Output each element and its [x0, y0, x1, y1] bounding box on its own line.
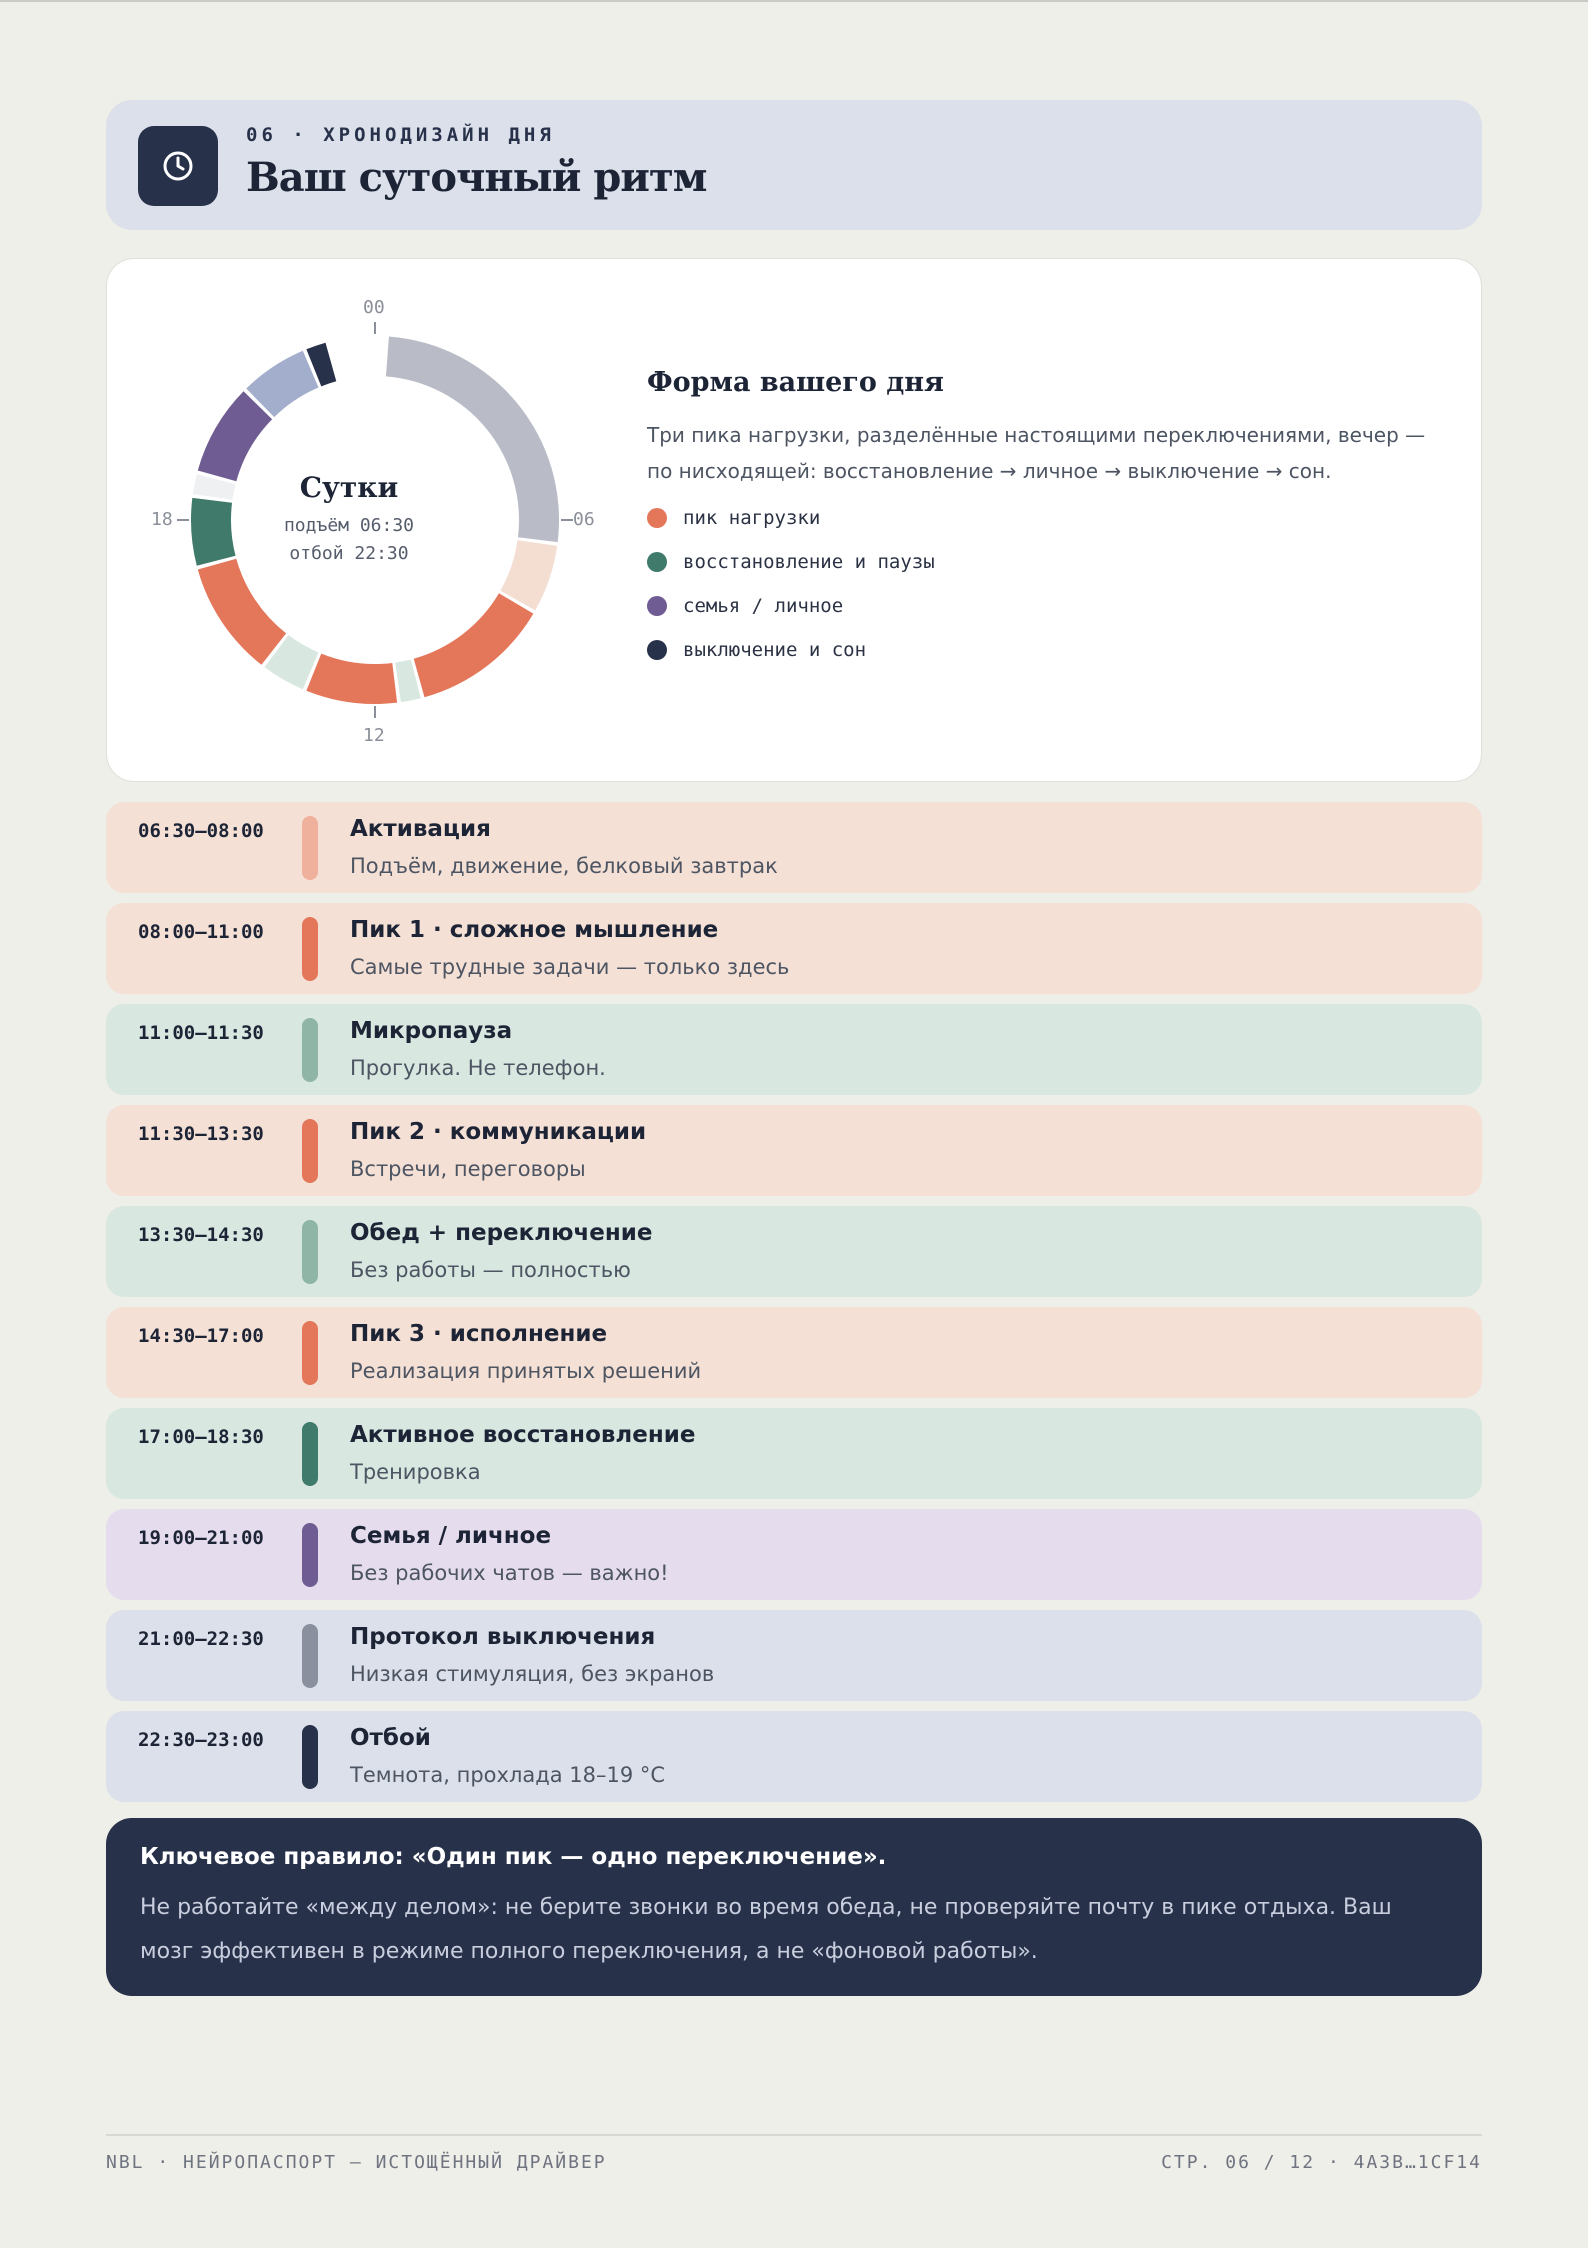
schedule-subtitle: Без работы — полностью	[350, 1258, 631, 1282]
legend-item-family	[647, 595, 843, 617]
legend-dot	[647, 640, 667, 660]
schedule-time: 06:30–08:00	[138, 820, 264, 842]
legend-item-shutdown	[647, 639, 866, 661]
schedule-title: Пик 2 · коммуникации	[350, 1119, 647, 1145]
hour-label-12: 12	[363, 725, 385, 746]
schedule-title: Пик 1 · сложное мышление	[350, 917, 719, 943]
schedule-row	[106, 1307, 1482, 1398]
schedule-subtitle: Встречи, переговоры	[350, 1157, 586, 1181]
schedule-time: 08:00–11:00	[138, 921, 264, 943]
schedule-row	[106, 802, 1482, 893]
schedule-color-bar	[302, 1220, 318, 1284]
legend-item-peak	[647, 507, 820, 529]
footer-left: NBL · НЕЙРОПАСПОРТ — ИСТОЩЁННЫЙ ДРАЙВЕР	[106, 2152, 607, 2173]
schedule-subtitle: Без рабочих чатов — важно!	[350, 1561, 669, 1585]
schedule-color-bar	[302, 1523, 318, 1587]
legend-dot	[647, 596, 667, 616]
schedule-color-bar	[302, 1725, 318, 1789]
schedule-title: Отбой	[350, 1725, 431, 1751]
page-title: Ваш суточный ритм	[246, 154, 707, 201]
schedule-time: 17:00–18:30	[138, 1426, 264, 1448]
donut-center-title: Сутки	[299, 471, 399, 504]
schedule-subtitle: Тренировка	[350, 1460, 481, 1484]
schedule-row	[106, 1509, 1482, 1600]
schedule-color-bar	[302, 1624, 318, 1688]
schedule-time: 22:30–23:00	[138, 1729, 264, 1751]
legend-label: семья / личное	[683, 595, 844, 617]
hour-label-00: 00	[363, 297, 385, 318]
schedule-time: 14:30–17:00	[138, 1325, 264, 1347]
chart-card	[106, 258, 1482, 782]
schedule-row	[106, 1610, 1482, 1701]
schedule-color-bar	[302, 1018, 318, 1082]
legend-label: пик нагрузки	[683, 507, 821, 529]
footer-divider	[106, 2134, 1482, 2136]
donut-segment	[386, 337, 559, 543]
donut-wake-time: подъём 06:30	[283, 515, 415, 536]
donut-segment	[198, 559, 286, 665]
legend-item-recovery	[647, 551, 935, 573]
schedule-row	[106, 903, 1482, 994]
key-rule-body: Не работайте «между делом»: не берите звонки во время обеда, не проверяйте почту в пике отдыха. Ваш мозг эффективен в режиме полного переключения, а не «фоновой работы».	[140, 1895, 1392, 1964]
legend-label: выключение и сон	[683, 639, 867, 661]
schedule-subtitle: Самые трудные задачи — только здесь	[350, 955, 790, 979]
schedule-time: 11:00–11:30	[138, 1022, 264, 1044]
key-rule-title: Ключевое правило: «Один пик — одно переключение».	[140, 1844, 887, 1870]
schedule-row	[106, 1206, 1482, 1297]
schedule-row	[106, 1105, 1482, 1196]
schedule-color-bar	[302, 1321, 318, 1385]
donut-segment	[414, 593, 534, 697]
schedule-title: Активное восстановление	[350, 1422, 696, 1448]
schedule-title: Микропауза	[350, 1018, 513, 1044]
legend-title: Форма вашего дня	[647, 367, 944, 398]
schedule-subtitle: Реализация принятых решений	[350, 1359, 702, 1383]
donut-sleep-time: отбой 22:30	[289, 543, 409, 564]
schedule-time: 13:30–14:30	[138, 1224, 264, 1246]
legend-dot	[647, 552, 667, 572]
schedule-list	[106, 802, 1482, 1812]
schedule-color-bar	[302, 816, 318, 880]
schedule-subtitle: Темнота, прохлада 18–19 °C	[350, 1763, 666, 1787]
clock-icon	[138, 126, 218, 206]
schedule-title: Обед + переключение	[350, 1220, 653, 1246]
header-card	[106, 100, 1482, 230]
schedule-time: 21:00–22:30	[138, 1628, 264, 1650]
legend-description: Три пика нагрузки, разделённые настоящими переключениями, вечер — по нисходящей: восстановление → личное → выключение → сон.	[647, 423, 1426, 483]
schedule-subtitle: Подъём, движение, белковый завтрак	[350, 854, 778, 878]
schedule-subtitle: Прогулка. Не телефон.	[350, 1056, 606, 1080]
schedule-title: Протокол выключения	[350, 1624, 656, 1650]
schedule-title: Семья / личное	[350, 1523, 552, 1549]
donut-segment	[306, 654, 397, 704]
schedule-color-bar	[302, 1119, 318, 1183]
schedule-color-bar	[302, 917, 318, 981]
schedule-row	[106, 1711, 1482, 1802]
section-eyebrow: 06 · ХРОНОДИЗАЙН ДНЯ	[246, 124, 555, 146]
schedule-title: Активация	[350, 816, 491, 842]
hour-label-18: 18	[151, 509, 173, 530]
schedule-row	[106, 1408, 1482, 1499]
key-rule-card	[106, 1818, 1482, 1996]
footer-right: СТР. 06 / 12 · 4A3B…1CF14	[1161, 2152, 1482, 2173]
schedule-subtitle: Низкая стимуляция, без экранов	[350, 1662, 715, 1686]
schedule-time: 19:00–21:00	[138, 1527, 264, 1549]
legend-label: восстановление и паузы	[683, 551, 935, 573]
schedule-title: Пик 3 · исполнение	[350, 1321, 608, 1347]
legend-dot	[647, 508, 667, 528]
schedule-time: 11:30–13:30	[138, 1123, 264, 1145]
schedule-row	[106, 1004, 1482, 1095]
schedule-color-bar	[302, 1422, 318, 1486]
hour-label-06: 06	[573, 509, 595, 530]
donut-segment	[198, 391, 272, 481]
